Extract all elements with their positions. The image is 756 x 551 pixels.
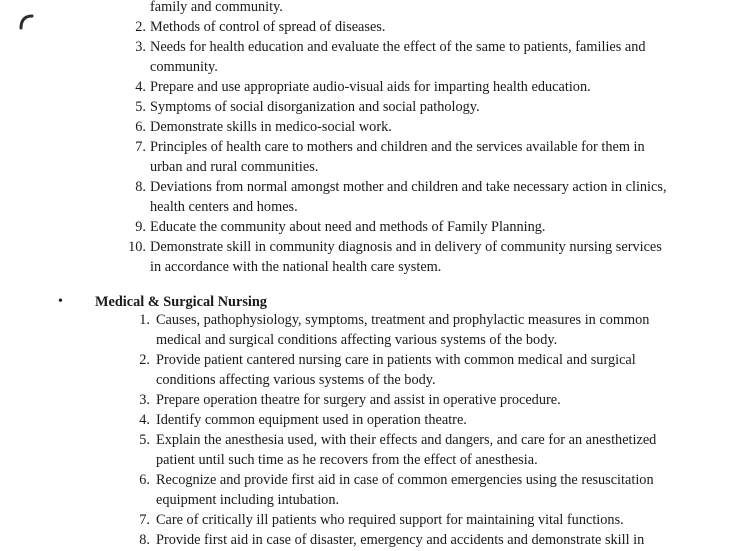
list-item-number: 8.: [135, 179, 146, 195]
list-item-number: 9.: [135, 219, 146, 235]
list-item-number: 3.: [135, 39, 146, 55]
list-item-number: 10.: [128, 239, 146, 255]
list-item-number: 7.: [139, 512, 150, 528]
list-item-text: equipment including intubation.: [156, 492, 340, 508]
list-item-text: Prepare and use appropriate audio-visual aids for imparting health education.: [150, 79, 591, 95]
list-item-text: Educate the community about need and methods of Family Planning.: [150, 219, 546, 235]
list-item-number: 4.: [139, 412, 150, 428]
list-item-number: 2.: [139, 352, 150, 368]
list-item-number: 7.: [135, 139, 146, 155]
list-item-text: urban and rural communities.: [150, 159, 319, 175]
list-item-text: conditions affecting various systems of the body.: [156, 372, 436, 388]
list-item-number: 8.: [139, 532, 150, 548]
list-item-text: Deviations from normal amongst mother and children and take necessary action in clinics,: [150, 179, 667, 195]
list-item-number: 5.: [135, 99, 146, 115]
list-item-text: Identify common equipment used in operation theatre.: [156, 412, 467, 428]
list-item-text: Principles of health care to mothers and children and the services available for them in: [150, 139, 645, 155]
list-item-text: Demonstrate skills in medico-social work.: [150, 119, 392, 135]
list-item-text: Needs for health education and evaluate the effect of the same to patients, families and: [150, 39, 646, 55]
list-item-text: health centers and homes.: [150, 199, 298, 215]
bullet-icon: •: [58, 294, 63, 309]
list-item-text: Provide patient cantered nursing care in patients with common medical and surgical: [156, 352, 636, 368]
list-item-number: 3.: [139, 392, 150, 408]
list-item-text: Provide first aid in case of disaster, emergency and accidents and demonstrate skill in: [156, 532, 645, 548]
list-item-text: in accordance with the national health care system.: [150, 259, 442, 275]
list-item-text: Care of critically ill patients who required support for maintaining vital functions.: [156, 512, 624, 528]
list-item-text: Methods of control of spread of diseases.: [150, 19, 386, 35]
list-item-number: 6.: [135, 119, 146, 135]
list-item-text: Explain the anesthesia used, with their effects and dangers, and care for an anesthetized: [156, 432, 657, 448]
list-item-text: patient until such time as he recovers from the effect of anesthesia.: [156, 452, 538, 468]
list-item-number: 4.: [135, 79, 146, 95]
list-item-text: Demonstrate skill in community diagnosis and in delivery of community nursing services: [150, 239, 662, 255]
list-item-number: 1.: [139, 312, 150, 328]
list-item-number: 6.: [139, 472, 150, 488]
list-item-text: Causes, pathophysiology, symptoms, treatment and prophylactic measures in common: [156, 312, 650, 328]
corner-mark-icon: [16, 12, 38, 34]
list-item-text: community.: [150, 59, 218, 75]
list-item-number: 5.: [139, 432, 150, 448]
list-item-text: Prepare operation theatre for surgery and assist in operative procedure.: [156, 392, 561, 408]
section-heading: Medical & Surgical Nursing: [95, 294, 267, 310]
continuation-line: family and community.: [150, 0, 283, 15]
list-item-number: 2.: [135, 19, 146, 35]
list-item-text: Symptoms of social disorganization and social pathology.: [150, 99, 480, 115]
list-item-text: medical and surgical conditions affecting various systems of the body.: [156, 332, 558, 348]
list-item-text: Recognize and provide first aid in case of common emergencies using the resuscitation: [156, 472, 654, 488]
